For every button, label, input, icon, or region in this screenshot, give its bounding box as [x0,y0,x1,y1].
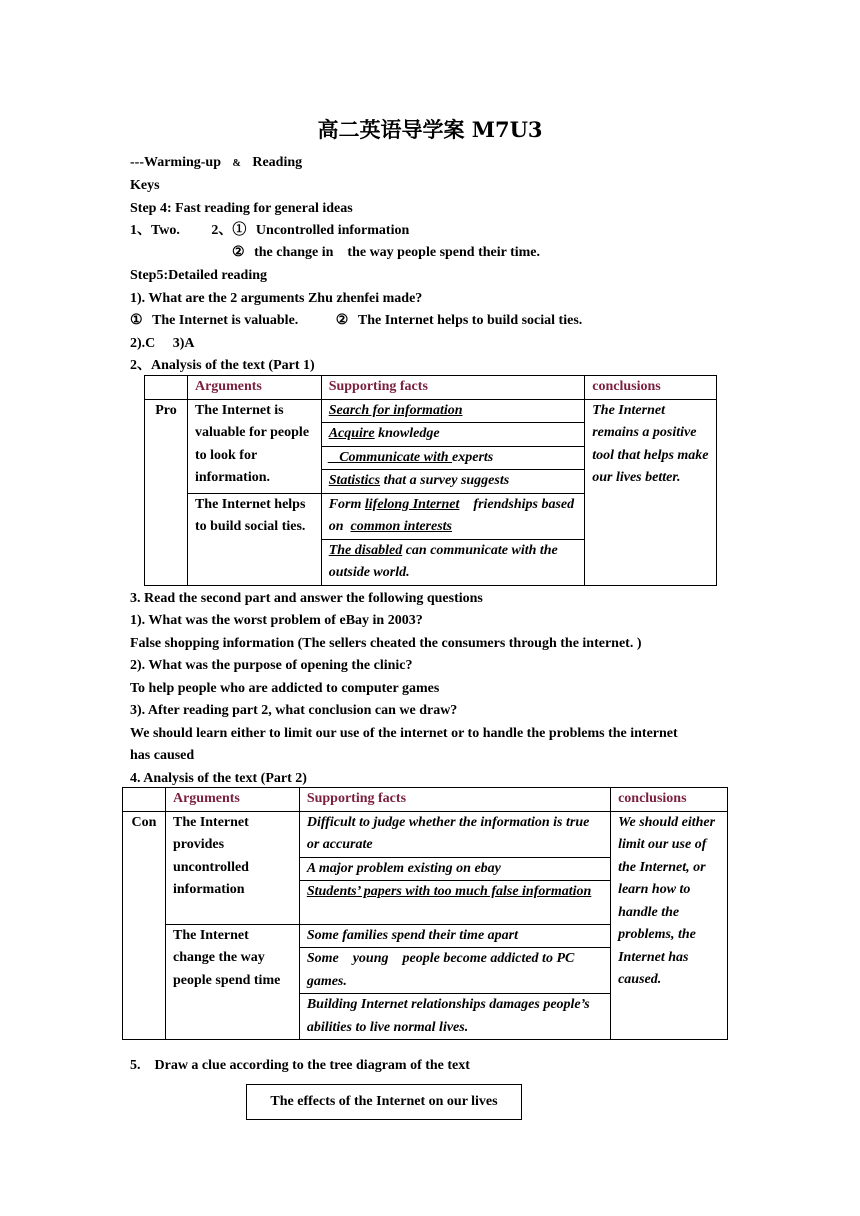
table1-argument-2: The Internet helps to build social ties. [187,493,321,585]
analysis-table-part2 [122,787,728,1040]
table1-fact-1: Search for information [322,400,585,424]
part3-answer-3-line1: We should learn either to limit our use of the internet or to handle the problems the internet [130,726,678,741]
table2-conclusion: We should either limit our use of the Internet, or learn how to handle the problems, the Internet has caused. [611,811,728,1040]
table2-argument-1: The Internet provides uncontrolled information [165,811,299,924]
table2-fact-5: Some young people become addicted to PC games. [300,948,610,994]
table2-argument-2: The Internet change the way people spend time [165,924,299,1040]
step4-answer-2-2: the change in the way people spend their time. [254,245,541,260]
subtitle-amp: & [232,158,241,169]
step4-answer-2-1: Uncontrolled information [255,223,410,238]
step4-answers [130,222,409,240]
table-row [123,811,728,924]
table1-fact-4: Statistics that a survey suggests [328,473,510,488]
analysis-table-part1 [144,375,717,586]
table1-conclusion: The Internet remains a positive tool that helps make our lives better. [585,399,717,585]
keys-label: Keys [130,178,160,193]
table2-fact-3: Students’ papers with too much false information [306,884,592,899]
answer-1 [130,312,582,330]
table2-fact-1: Difficult to judge whether the information is true or accurate [300,812,610,858]
table2-facts-group-2 [299,924,610,1040]
table1-argument-1: The Internet is valuable for people to look for information. [187,399,321,493]
part3-question-3: 3). After reading part 2, what conclusion can we draw? [130,703,458,718]
part3-answer-1: False shopping information (The sellers cheated the consumers through the internet. ) [130,636,642,651]
answer-1-num1: ① [130,313,143,328]
table1-fact-5: Form lifelong Internet friendships based on common interests [322,494,585,540]
table-row [123,788,728,812]
table2-fact-4: Some families spend their time apart [300,925,610,949]
subtitle [130,154,302,173]
answer-1-part1: The Internet is valuable. [152,313,299,328]
answers-2-3: 2).C 3)A [130,336,195,351]
table1-side-label: Pro [145,399,188,585]
table1-header-arguments: Arguments [187,376,321,400]
table1-header-conclusions: conclusions [585,376,717,400]
part3-answer-3-line2: has caused [130,748,195,763]
part3-question-1: 1). What was the worst problem of eBay in 2003? [130,613,423,628]
table1-header-facts: Supporting facts [321,376,585,400]
step4-heading: Step 4: Fast reading for general ideas [130,201,353,216]
subtitle-part2: Reading [252,155,303,170]
part3-answer-2: To help people who are addicted to computer games [130,681,440,696]
step4-answer-2-2-num: ② [232,245,245,260]
question-1: 1). What are the 2 arguments Zhu zhenfei made? [130,291,423,306]
table2-fact-6: Building Internet relationships damages people’s abilities to live normal lives. [306,997,590,1035]
analysis-part2-heading: 4. Analysis of the text (Part 2) [130,771,307,786]
table2-facts-group-1 [299,811,610,924]
step4-answer-2-num: 2、① [211,223,247,238]
part3-heading: 3. Read the second part and answer the following questions [130,591,483,606]
step4-answer-1: 1、Two. [130,223,180,238]
table2-fact-2: A major problem existing on ebay [300,858,610,882]
table1-fact-3: _ Communicate with experts [322,447,585,471]
table1-corner-cell [145,376,188,400]
tree-diagram-root-box: The effects of the Internet on our lives [246,1084,522,1120]
table-row [145,376,717,400]
table1-fact-6: The disabled can communicate with the outside world. [328,542,558,580]
step4-answer-2-2-line [232,244,540,262]
step5-heading: Step5:Detailed reading [130,268,268,283]
page-title: 高二英语导学案 M7U3 [317,117,543,142]
table2-header-facts: Supporting facts [299,788,610,812]
answer-1-num2: ② [335,313,349,328]
table2-header-arguments: Arguments [165,788,299,812]
table-row [145,399,717,493]
table2-corner-cell [123,788,166,812]
table1-fact-2: Acquire knowledge [322,423,585,447]
part5-heading: 5. Draw a clue according to the tree diagram of the text [130,1058,470,1073]
table1-facts-group-1 [321,399,585,493]
analysis-part1-heading: 2、Analysis of the text (Part 1) [130,358,315,373]
part3-question-2: 2). What was the purpose of opening the clinic? [130,658,413,673]
answer-1-part2: The Internet helps to build social ties. [357,313,583,328]
subtitle-part1: ---Warming-up [130,155,221,170]
table2-side-label: Con [123,811,166,1040]
table2-header-conclusions: conclusions [611,788,728,812]
table1-facts-group-2 [321,493,585,585]
